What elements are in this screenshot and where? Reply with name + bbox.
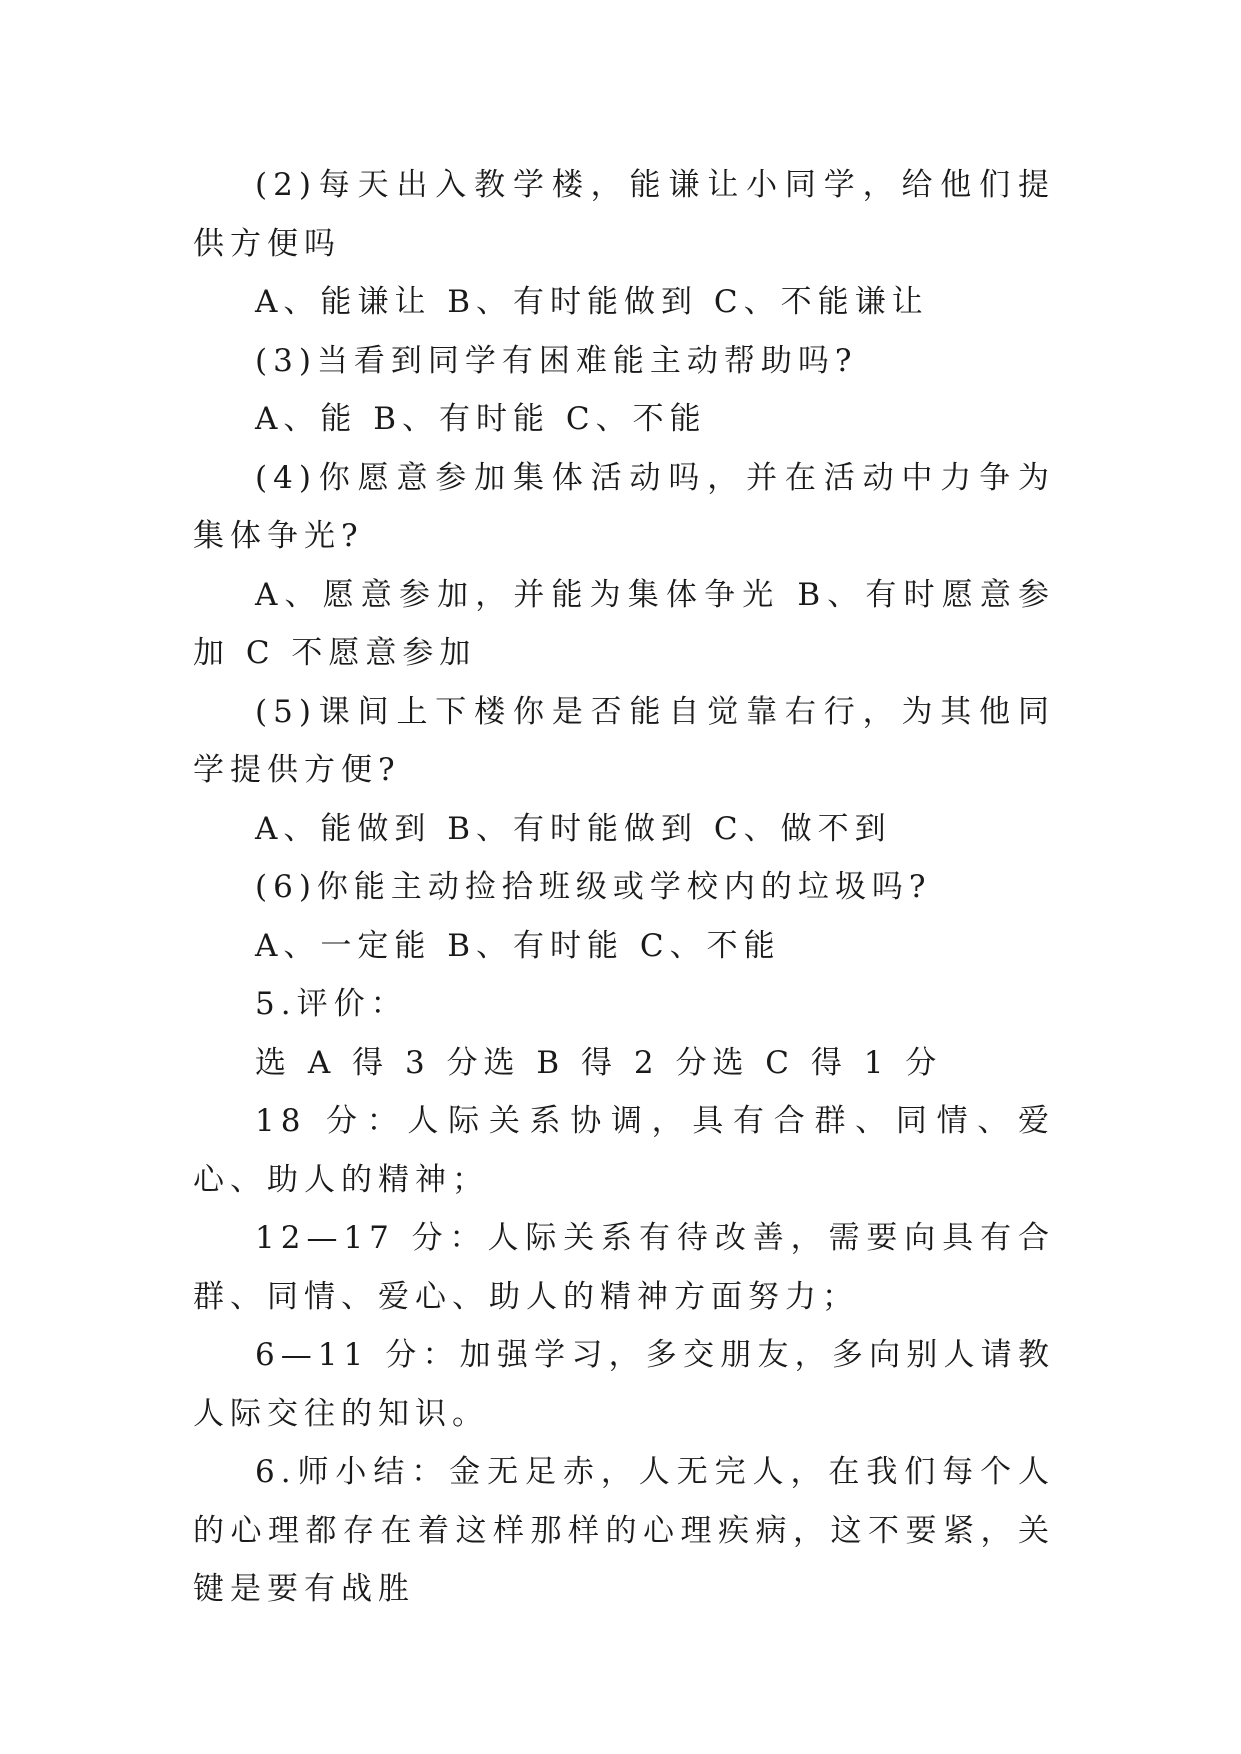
question-5-options: A、能做到 B、有时能做到 C、做不到 bbox=[255, 810, 892, 847]
score-6-11: 6—11 分：加强学习，多交朋友，多向别人请教人际交往的知识。 bbox=[193, 1337, 1055, 1432]
question-2-options: A、能谦让 B、有时能做到 C、不能谦让 bbox=[255, 284, 929, 320]
question-5: (5)课间上下楼你是否能自觉靠右行，为其他同学提供方便? bbox=[193, 693, 1055, 788]
score-12-17: 12—17 分：人际关系有待改善，需要向具有合群、同情、爱心、助人的精神方面努力； bbox=[193, 1220, 1055, 1315]
teacher-summary: 6.师小结：金无足赤，人无完人，在我们每个人的心理都存在着这样那样的心理疾病，这不要紧，关键是要有战胜 bbox=[193, 1454, 1055, 1607]
question-3: (3)当看到同学有困难能主动帮助吗? bbox=[255, 342, 858, 379]
evaluation-heading: 5.评价： bbox=[255, 986, 408, 1022]
score-18: 18 分：人际关系协调，具有合群、同情、爱心、助人的精神； bbox=[193, 1103, 1055, 1198]
question-4: (4)你愿意参加集体活动吗，并在活动中力争为集体争光? bbox=[193, 459, 1055, 554]
scoring-rule: 选 A 得 3 分选 B 得 2 分选 C 得 1 分 bbox=[255, 1044, 943, 1081]
question-2: (2)每天出入教学楼，能谦让小同学，给他们提供方便吗 bbox=[193, 167, 1055, 262]
question-6-options: A、一定能 B、有时能 C、不能 bbox=[255, 927, 781, 964]
document-body bbox=[193, 156, 1055, 1619]
question-3-options: A、能 B、有时能 C、不能 bbox=[255, 401, 707, 437]
question-6: (6)你能主动捡拾班级或学校内的垃圾吗? bbox=[255, 869, 932, 905]
question-4-options: A、愿意参加，并能为集体争光 B、有时愿意参加 C 不愿意参加 bbox=[193, 576, 1055, 671]
